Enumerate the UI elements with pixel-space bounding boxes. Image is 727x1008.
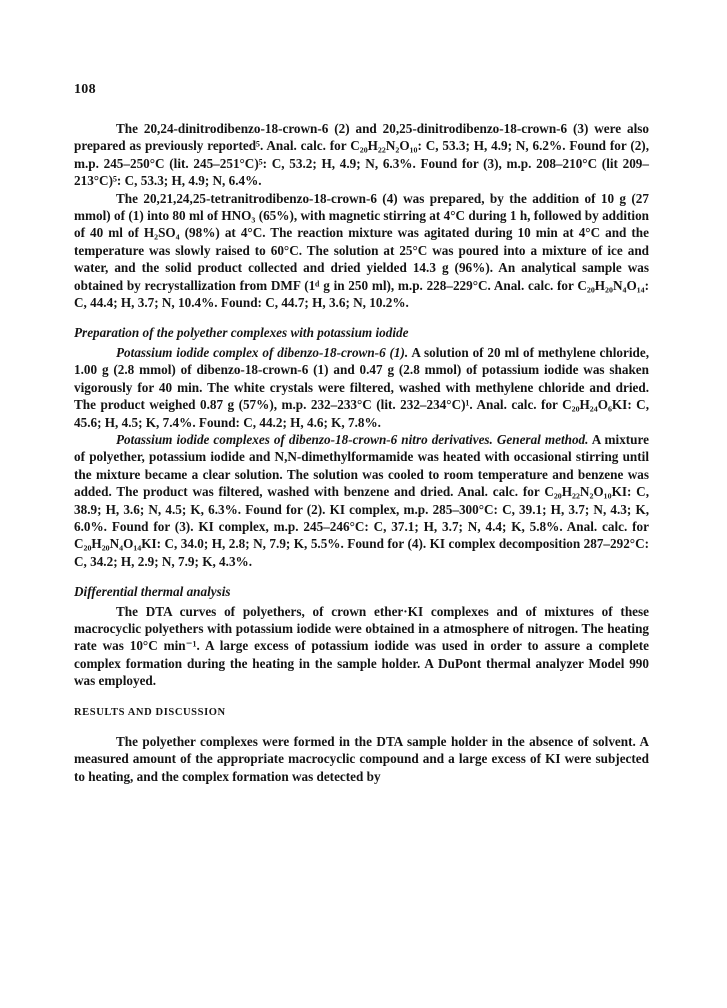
page-number: 108: [74, 82, 96, 97]
subheading-ki-complex-dibenzo: Potassium iodide complex of dibenzo-18-crown-6 (1).: [116, 344, 409, 360]
paragraph-ki-complex-dibenzo-body: A solution of 20 ml of methylene chloride, 1.00 g (2.8 mmol) of dibenzo-18-crown-6 (1) and 0.47 g (2.8 mmol) of potassium iodide was shaken vigorously for 40 min. The white crystals were filtered, washed with methylene chloride and dried. The product weighed 0.87 g (57%), m.p. 232–233°C (lit. 232–234°C)¹. Anal. calc. for C₂₀H₂₄O₆KI: C, 45.6; H, 4.5; K, 7.4%. Found: C, 44.2; H, 4.6; K, 7.8%.: [74, 344, 649, 430]
paragraph-ki-complex-nitro: [74, 431, 649, 570]
paragraph-ki-complex-dibenzo: [74, 344, 649, 431]
section-heading-results: RESULTS AND DISCUSSION: [74, 706, 226, 718]
subheading-ki-complex-nitro: Potassium iodide complexes of dibenzo-18-crown-6 nitro derivatives. General method.: [116, 431, 589, 447]
section-heading-complex-preparation: Preparation of the polyether complexes with potassium iodide: [74, 325, 409, 341]
section-heading-dta: Differential thermal analysis: [74, 584, 231, 600]
paragraph-results-intro: The polyether complexes were formed in the DTA sample holder in the absence of solvent. A measured amount of the appropriate macrocyclic compound and a large excess of KI were subjected to heating, and the complex formation was detected by: [74, 734, 649, 784]
paragraph-dta-method: The DTA curves of polyethers, of crown ether·KI complexes and of mixtures of these macrocyclic polyethers with potassium iodide were obtained in a atmosphere of nitrogen. The heating rate was 10°C min⁻¹. A large excess of potassium iodide was used in order to assure a complete complex formation during the heating in the sample holder. A DuPont thermal analyzer Model 990 was employed.: [74, 603, 649, 689]
paragraph-tetranitro-preparation: The 20,21,24,25-tetranitrodibenzo-18-crown-6 (4) was prepared, by the addition of 10 g (27 mmol) of (1) into 80 ml of HNO₃ (65%), with magnetic stirring at 4°C during 1 h, followed by addition of 40 ml of H₂SO₄ (98%) at 4°C. The reaction mixture was agitated during 10 min at 4°C and the temperature was slowly raised to 60°C. The solution at 25°C was poured into a mixture of ice and water, and the solid product collected and dried yielded 14.3 g (96%). An analytical sample was obtained by recrystallization from DMF (1ᵈ g in 250 ml), m.p. 228–229°C. Anal. calc. for C₂₀H₂₀N₄O₁₄: C, 44.4; H, 3.7; N, 10.4%. Found: C, 44.7; H, 3.6; N, 10.2%.: [74, 190, 649, 311]
paragraph-ki-complex-nitro-body: A mixture of polyether, potassium iodide and N,N-dimethylformamide was heated with occasional stirring until the mixture became a clear solution. The solution was cooled to room temperature and benzene was added. The product was filtered, washed with benzene and dried. Anal. calc. for C₂₀H₂₂N₂O₁₀KI: C, 38.9; H, 3.6; N, 4.5; K, 6.3%. Found for (2). KI complex, m.p. 285–300°C: C, 39.1; H, 3.7; N, 4.3; K, 6.0%. Found for (3). KI complex, m.p. 245–246°C: C, 37.1; H, 3.7; N, 4.4; K, 5.8%. Anal. calc. for C₂₀H₂₀N₄O₁₄KI: C, 34.0; H, 2.8; N, 7.9; K, 5.5%. Found for (4). KI complex decomposition 287–292°C: C, 34.2; H, 2.9; N, 7.9; K, 4.3%.: [74, 431, 649, 569]
body-text: [74, 120, 649, 785]
paragraph-dinitro-preparation: The 20,24-dinitrodibenzo-18-crown-6 (2) and 20,25-dinitrodibenzo-18-crown-6 (3) were also prepared as previously reported⁵. Anal. calc. for C₂₀H₂₂N₂O₁₀: C, 53.3; H, 4.9; N, 6.2%. Found for (2), m.p. 245–250°C (lit. 245–251°C)⁵: C, 53.2; H, 4.9; N, 6.3%. Found for (3), m.p. 208–210°C (lit 209–213°C)⁵: C, 53.3; H, 4.9; N, 6.4%.: [74, 121, 649, 189]
